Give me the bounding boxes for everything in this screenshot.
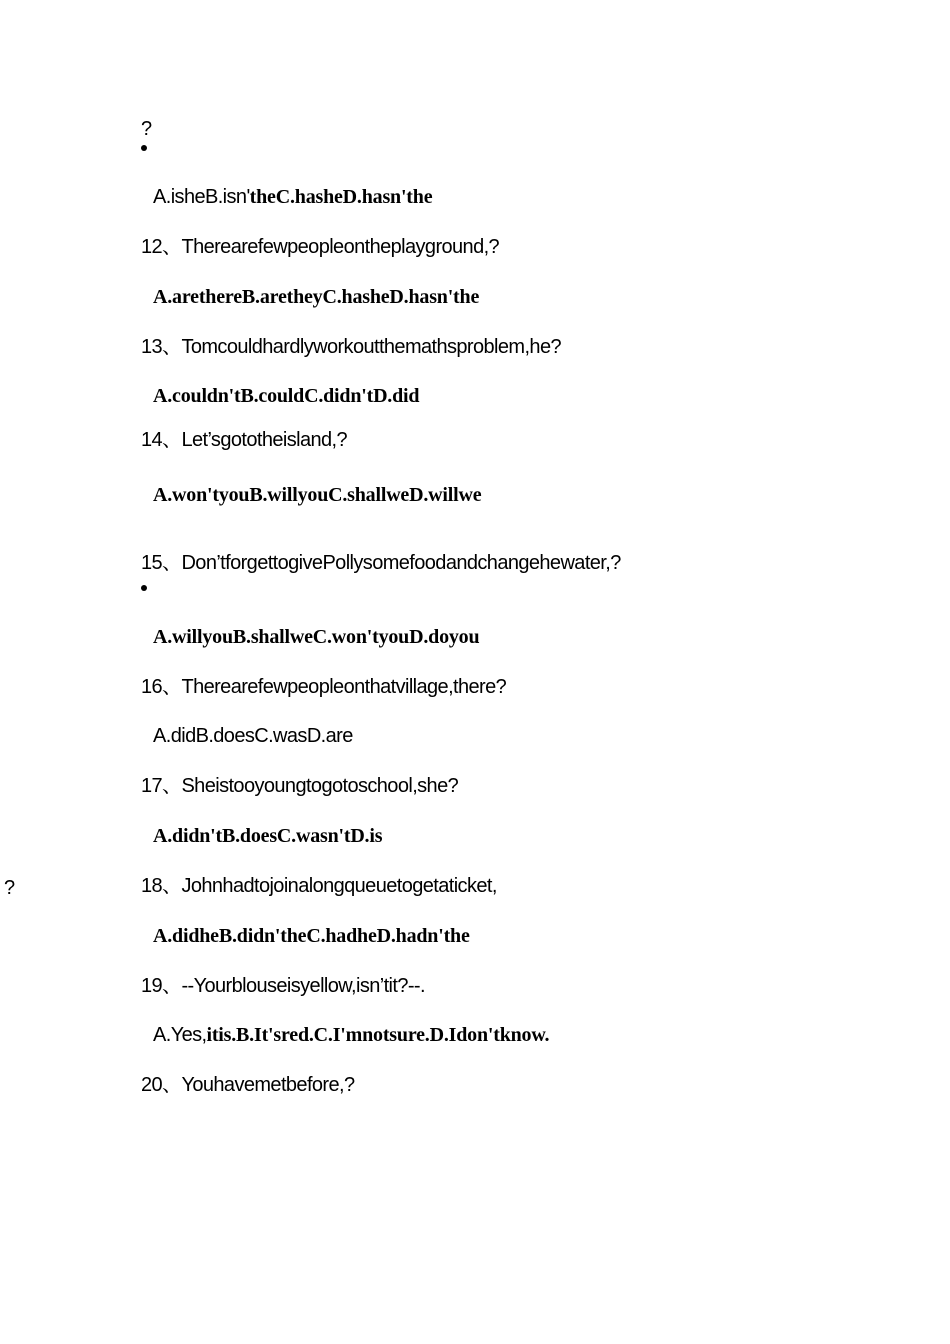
options-q11-part-serif: theC.hasheD.hasn'the bbox=[249, 186, 433, 208]
question-14: 14、Let’sgototheisland,? bbox=[141, 429, 347, 451]
question-15: 15、Don’tforgettogivePollysomefoodandchangehewater,? bbox=[141, 552, 621, 574]
options-q19-part-serif: itis.B.It'sred.C.I'mnotsure.D.Idon'tknow. bbox=[206, 1024, 550, 1046]
question-18: 18、Johnhadtojoinalongqueuetogetaticket, bbox=[141, 875, 497, 897]
question-13: 13、Tomcouldhardlyworkoutthemathsproblem,he? bbox=[141, 336, 561, 358]
question-20: 20、Youhavemetbefore,? bbox=[141, 1074, 355, 1096]
options-q13: A.couldn'tB.couldC.didn'tD.did bbox=[153, 385, 420, 407]
options-q11-part-sans: A.isheB.isn' bbox=[153, 186, 250, 208]
options-q12: A.arethereB.aretheyC.hasheD.hasn'the bbox=[153, 286, 480, 308]
options-q15: A.willyouB.shallweC.won'tyouD.doyou bbox=[153, 626, 480, 648]
question-17: 17、Sheistooyoungtogotoschool,she? bbox=[141, 775, 459, 797]
question-16: 16、Therearefewpeopleonthatvillage,there? bbox=[141, 676, 507, 698]
options-q11 bbox=[153, 187, 432, 207]
question-12: 12、Therearefewpeopleontheplayground,? bbox=[141, 236, 500, 258]
options-q18: A.didheB.didn'theC.hadheD.hadn'the bbox=[153, 925, 470, 947]
bullet-marker-1 bbox=[141, 145, 147, 151]
question-19: 19、--Yourblouseisyellow,isn’tit?--. bbox=[141, 975, 425, 997]
side-question-mark: ? bbox=[4, 877, 15, 899]
question-mark-top: ? bbox=[141, 118, 152, 140]
options-q14: A.won'tyouB.willyouC.shallweD.willwe bbox=[153, 484, 482, 506]
bullet-marker-2 bbox=[141, 585, 147, 591]
options-q19-part-sans: A.Yes, bbox=[153, 1024, 207, 1046]
options-q19 bbox=[153, 1025, 549, 1045]
options-q16: A.didB.doesC.wasD.are bbox=[153, 725, 353, 747]
options-q17: A.didn'tB.doesC.wasn'tD.is bbox=[153, 825, 383, 847]
